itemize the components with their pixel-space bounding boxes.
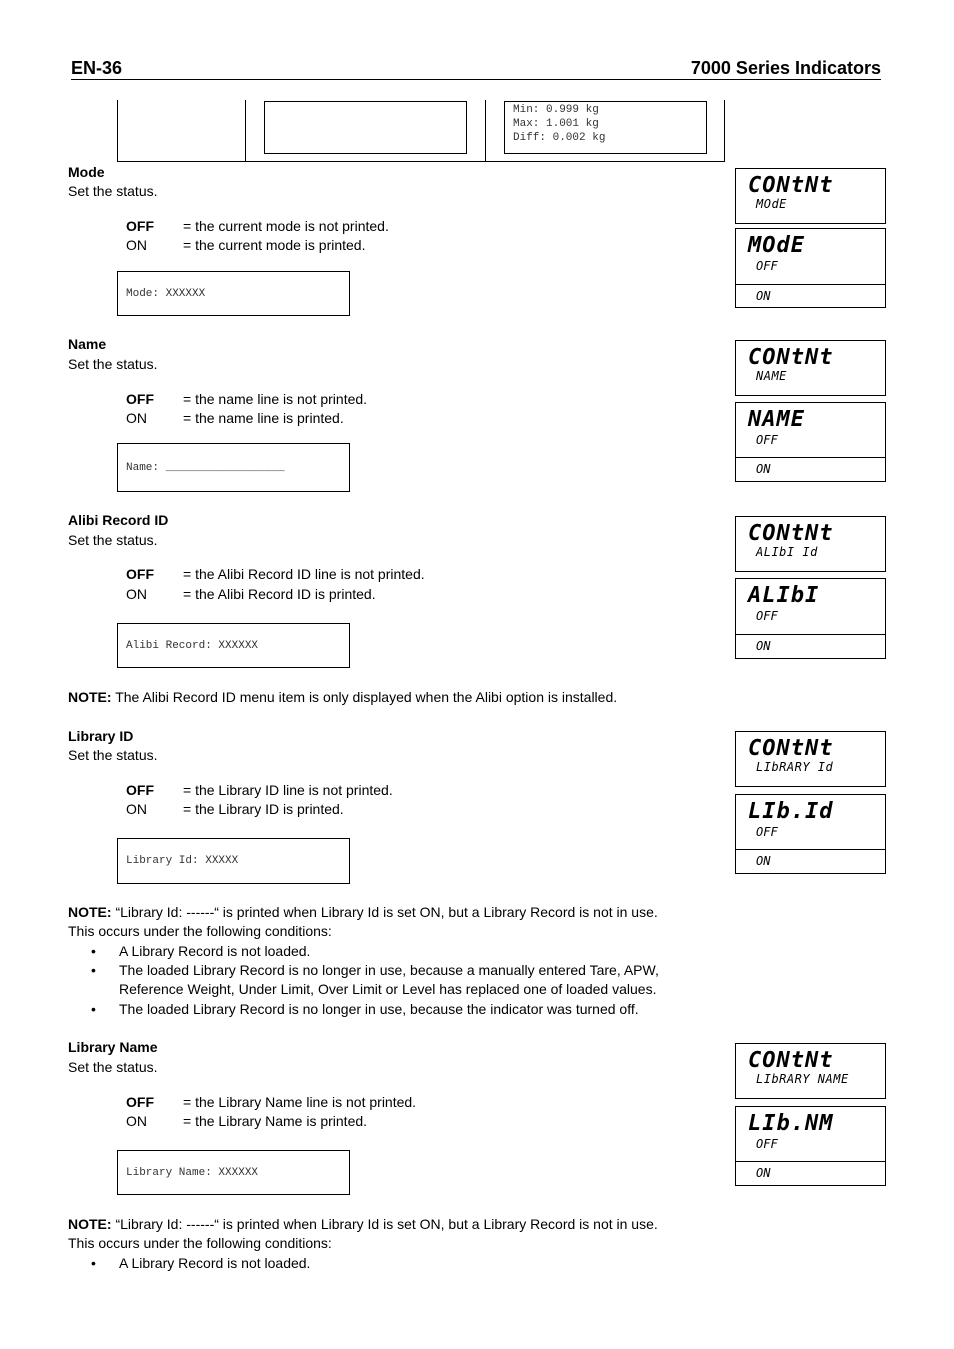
note-label: NOTE: <box>68 1216 112 1232</box>
list-item-text: The loaded Library Record is no longer in use, because the indicator was turned off. <box>119 1001 639 1017</box>
lcd-option-display <box>735 578 886 659</box>
option-off-desc: = the current mode is not printed. <box>183 218 389 234</box>
note-text-line2: This occurs under the following conditions: <box>68 1235 332 1251</box>
option-off-key: OFF <box>126 218 154 234</box>
lcd-option-off: OFF <box>756 609 778 623</box>
note-alibi <box>68 689 617 705</box>
bullet-icon: • <box>91 943 96 959</box>
option-on-desc: = the current mode is printed. <box>183 237 366 253</box>
lcd-menu-display <box>735 340 886 396</box>
list-item-text: The loaded Library Record is no longer in use, because a manually entered Tare, APW, <box>119 962 659 978</box>
section-heading-library-name: Library Name <box>68 1039 158 1055</box>
table-border-col2 <box>485 100 486 162</box>
table-border-left <box>117 100 118 162</box>
lcd-option-off: OFF <box>756 1137 778 1151</box>
note-library-name <box>68 1216 708 1232</box>
section-desc: Set the status. <box>68 747 158 763</box>
lcd-sub-text: MOdE <box>756 197 787 211</box>
option-off-key: OFF <box>126 566 154 582</box>
lcd-option-display <box>735 794 886 874</box>
lcd-option-on: ON <box>756 639 771 653</box>
lcd-main-text: MOdE <box>748 233 805 258</box>
lcd-main-text: CONtNt <box>748 1048 834 1073</box>
lcd-sub-text: LIbRARY NAME <box>756 1072 849 1086</box>
section-desc: Set the status. <box>68 183 158 199</box>
lcd-main-text: CONtNt <box>748 173 834 198</box>
list-item-continuation <box>119 981 656 997</box>
printout-sample-box <box>117 1150 350 1195</box>
option-on-desc: = the Alibi Record ID is printed. <box>183 586 376 602</box>
lcd-main-text: LIb.NM <box>748 1111 834 1136</box>
printout-line: Min: 0.999 kg <box>513 104 599 116</box>
printout-sample-text: Library Name: XXXXXX <box>126 1166 259 1179</box>
option-off-key: OFF <box>126 782 154 798</box>
section-heading-library-id: Library ID <box>68 728 134 744</box>
lcd-option-off: OFF <box>756 259 778 273</box>
lcd-menu-display <box>735 1043 886 1099</box>
note-label: NOTE: <box>68 904 112 920</box>
option-off-desc: = the Alibi Record ID line is not printed. <box>183 566 425 582</box>
printout-line: Diff: 0.002 kg <box>513 132 606 144</box>
section-desc: Set the status. <box>68 356 158 372</box>
lcd-main-text: CONtNt <box>748 521 834 546</box>
section-heading-name: Name <box>68 336 107 352</box>
printout-sample-box <box>117 838 350 884</box>
option-off-desc: = the Library ID line is not printed. <box>183 782 393 798</box>
printout-sample-text: Name: __________________ <box>126 461 285 474</box>
note-text: “Library Id: ------“ is printed when Library Id is set ON, but a Library Record is not in use. <box>111 1216 658 1232</box>
section-heading-mode: Mode <box>68 164 105 180</box>
lcd-main-text: CONtNt <box>748 736 834 761</box>
note-label: NOTE: <box>68 689 112 705</box>
lcd-divider <box>736 1161 885 1162</box>
note-text-line2: This occurs under the following conditions: <box>68 923 332 939</box>
option-on-key: ON <box>126 586 147 602</box>
printout-sample-text: Library Id: XXXXX <box>126 855 239 867</box>
document-title: 7000 Series Indicators <box>690 58 881 78</box>
printout-sample-text: Alibi Record: XXXXXX <box>126 639 259 652</box>
option-on-desc: = the name line is printed. <box>183 410 344 426</box>
option-on-desc: = the Library Name is printed. <box>183 1113 368 1129</box>
lcd-sub-text: LIbRARY Id <box>756 760 834 774</box>
option-on-key: ON <box>126 237 147 253</box>
lcd-option-on: ON <box>756 289 771 303</box>
list-item-text: Reference Weight, Under Limit, Over Limit or Level has replaced one of loaded values. <box>119 981 657 997</box>
bullet-icon: • <box>91 1001 96 1017</box>
lcd-divider <box>736 284 885 285</box>
lcd-divider <box>736 849 885 850</box>
printout-sample-box <box>117 443 350 492</box>
printout-minmax-box <box>504 101 707 154</box>
note-library-id <box>68 904 708 920</box>
lcd-option-off: OFF <box>756 433 778 447</box>
page-number: EN-36 <box>71 58 123 78</box>
lcd-menu-display <box>735 168 886 224</box>
lcd-option-display <box>735 402 886 482</box>
option-off-desc: = the Library Name line is not printed. <box>183 1094 417 1110</box>
lcd-main-text: CONtNt <box>748 345 834 370</box>
section-desc: Set the status. <box>68 532 158 548</box>
option-off-desc: = the name line is not printed. <box>183 391 368 407</box>
printout-line: Max: 1.001 kg <box>513 118 599 130</box>
list-item-text: A Library Record is not loaded. <box>119 1255 311 1271</box>
lcd-main-text: LIb.Id <box>748 799 834 824</box>
lcd-option-display <box>735 1106 886 1186</box>
lcd-option-display <box>735 228 886 308</box>
lcd-divider <box>736 457 885 458</box>
table-border-col1 <box>245 100 246 162</box>
lcd-main-text: NAME <box>748 407 805 432</box>
printout-sample-text: Mode: XXXXXX <box>126 287 206 300</box>
list-item-text: A Library Record is not loaded. <box>119 943 311 959</box>
note-text: “Library Id: ------“ is printed when Library Id is set ON, but a Library Record is not in use. <box>111 904 658 920</box>
lcd-option-on: ON <box>756 854 771 868</box>
option-on-key: ON <box>126 410 147 426</box>
lcd-main-text: ALIbI <box>748 583 820 608</box>
option-off-key: OFF <box>126 1094 154 1110</box>
table-border-bottom <box>117 161 725 162</box>
bullet-icon: • <box>91 1255 96 1271</box>
lcd-menu-display <box>735 516 886 572</box>
header-rule <box>71 79 881 80</box>
printout-sample-box <box>117 623 350 668</box>
table-border-right <box>724 100 725 162</box>
lcd-sub-text: NAME <box>756 369 787 383</box>
option-off-key: OFF <box>126 391 154 407</box>
option-on-key: ON <box>126 1113 147 1129</box>
bullet-icon: • <box>91 962 96 978</box>
printout-sample-box <box>117 271 350 316</box>
printout-blank-box <box>264 101 467 154</box>
note-text: The Alibi Record ID menu item is only displayed when the Alibi option is installed. <box>111 689 618 705</box>
section-desc: Set the status. <box>68 1059 158 1075</box>
option-on-desc: = the Library ID is printed. <box>183 801 344 817</box>
section-heading-alibi: Alibi Record ID <box>68 512 169 528</box>
lcd-menu-display <box>735 731 886 787</box>
lcd-option-on: ON <box>756 462 771 476</box>
lcd-sub-text: ALIbI Id <box>756 545 818 559</box>
option-on-key: ON <box>126 801 147 817</box>
lcd-divider <box>736 634 885 635</box>
lcd-option-on: ON <box>756 1166 771 1180</box>
lcd-option-off: OFF <box>756 825 778 839</box>
